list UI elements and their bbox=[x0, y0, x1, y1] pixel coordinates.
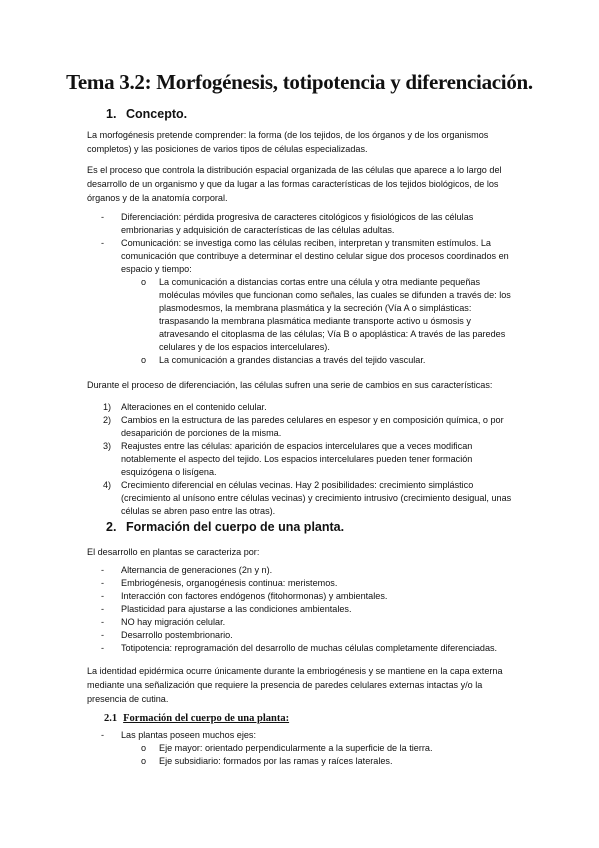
dash-marker: - bbox=[101, 565, 105, 575]
list-item-text: Crecimiento diferencial en células vecinas. Hay 2 posibilidades: crecimiento simplástico (crecimiento al unísono entre células vecinas) y crecimiento intrusivo (crecimiento desigual, unas células se abren paso entre las otras). bbox=[121, 480, 512, 516]
circle-bullet: o bbox=[141, 355, 147, 365]
list-item-text: Interacción con factores endógenos (fitohormonas) y ambientales. bbox=[121, 591, 388, 601]
list-item bbox=[87, 564, 519, 577]
sub-list-item bbox=[121, 276, 519, 354]
list-item bbox=[87, 603, 519, 616]
page-title: Tema 3.2: Morfogénesis, totipotencia y diferenciación. bbox=[66, 70, 533, 94]
sub-list-item-text: La comunicación a grandes distancias a través del tejido vascular. bbox=[159, 355, 426, 365]
dash-marker: - bbox=[101, 643, 105, 653]
subsection-heading bbox=[104, 713, 289, 724]
paragraph: El desarrollo en plantas se caracteriza por: bbox=[87, 547, 260, 557]
section-heading-concepto bbox=[106, 107, 187, 121]
list-item bbox=[87, 440, 519, 479]
list-item-text: Alteraciones en el contenido celular. bbox=[121, 402, 267, 412]
circle-bullet: o bbox=[141, 743, 147, 753]
list-item-text: Cambios en la estructura de las paredes celulares en espesor y en composición química, o por desaparición de porciones de la misma. bbox=[121, 415, 504, 438]
circle-bullet: o bbox=[141, 277, 147, 287]
list-number: 1) bbox=[103, 402, 112, 412]
sub-list-item-text: La comunicación a distancias cortas entre una célula y otra mediante pequeñas moléculas móviles que funcionan como señales, las cuales se difunden a través de: los plasmodesmos, la membrana plasmática y la secreción (Vía A o simplásticas: traspasando la membrana plasmática mediante transporte activo u ósmosis y atravesando el citoplasma de las células; Vía B o apoplástica: A través de las paredes celulares y de los espacios intercelulares). bbox=[159, 277, 511, 352]
list-item bbox=[87, 642, 519, 655]
paragraph: Es el proceso que controla la distribución espacial organizada de las células que aparece a lo largo del desarrollo de un organismo y que da lugar a las formas características de los tejidos biológicos, de los órganos y de la anatomía corporal. bbox=[87, 165, 502, 203]
list-number: 2) bbox=[103, 415, 112, 425]
list-item bbox=[87, 590, 519, 603]
sub-list bbox=[121, 742, 519, 768]
bullet-list bbox=[87, 729, 519, 768]
list-item-text: Comunicación: se investiga como las células reciben, interpretan y transmiten estímulos. La comunicación que contribuye a determinar el destino celular sigue dos procesos coordinados en espacio y tiempo: bbox=[121, 238, 509, 274]
list-item bbox=[87, 237, 519, 367]
list-item-text: Alternancia de generaciones (2n y n). bbox=[121, 565, 273, 575]
list-item bbox=[87, 479, 519, 518]
section-number: 1. bbox=[106, 107, 117, 121]
numbered-list bbox=[87, 401, 519, 518]
sub-list-item bbox=[121, 755, 519, 768]
subsection-number: 2.1 bbox=[104, 713, 118, 724]
dash-marker: - bbox=[101, 630, 105, 640]
sub-list-item bbox=[121, 354, 519, 367]
list-item bbox=[87, 577, 519, 590]
list-item-text: Desarrollo postembrionario. bbox=[121, 630, 233, 640]
section-title: Formación del cuerpo de una planta. bbox=[126, 520, 345, 534]
sub-list-item bbox=[121, 742, 519, 755]
list-item-text: Reajustes entre las células: aparición de espacios intercelulares que a veces modifican notablemente el aspecto del tejido. Los espacios intercelulares pueden tener formación esquizógena o lisígena. bbox=[121, 441, 473, 477]
paragraph: La identidad epidérmica ocurre únicamente durante la embriogénesis y se mantiene en la capa externa mediante una señalización que requiere la presencia de paredes celulares externas intactas y/o la presencia de cutina. bbox=[87, 666, 503, 704]
dash-marker: - bbox=[101, 730, 105, 740]
dash-marker: - bbox=[101, 617, 105, 627]
subsection-title: Formación del cuerpo de una planta: bbox=[123, 713, 290, 724]
paragraph: La morfogénesis pretende comprender: la forma (de los tejidos, de los órganos y de los organismos completos) y las posiciones de varios tipos de células especializadas. bbox=[87, 130, 489, 154]
list-item-text: Embriogénesis, organogénesis continua: meristemos. bbox=[121, 578, 338, 588]
list-number: 3) bbox=[103, 441, 112, 451]
sub-list-item-text: Eje mayor: orientado perpendicularmente a la superficie de la tierra. bbox=[159, 743, 433, 753]
dash-marker: - bbox=[101, 591, 105, 601]
paragraph: Durante el proceso de diferenciación, las células sufren una serie de cambios en sus características: bbox=[87, 380, 493, 390]
list-item bbox=[87, 629, 519, 642]
bullet-list bbox=[87, 564, 519, 655]
list-item-text: Totipotencia: reprogramación del desarrollo de muchas células completamente diferenciadas. bbox=[121, 643, 498, 653]
dash-marker: - bbox=[101, 212, 105, 222]
list-item bbox=[87, 401, 519, 414]
list-item bbox=[87, 616, 519, 629]
dash-marker: - bbox=[101, 578, 105, 588]
list-number: 4) bbox=[103, 480, 112, 490]
dash-marker: - bbox=[101, 238, 105, 248]
sub-list-item-text: Eje subsidiario: formados por las ramas y raíces laterales. bbox=[159, 756, 393, 766]
circle-bullet: o bbox=[141, 756, 147, 766]
section-heading-formacion bbox=[106, 520, 344, 534]
list-item bbox=[87, 729, 519, 768]
list-item bbox=[87, 414, 519, 440]
bullet-list bbox=[87, 211, 519, 367]
section-number: 2. bbox=[106, 520, 117, 534]
list-item-text: Plasticidad para ajustarse a las condiciones ambientales. bbox=[121, 604, 352, 614]
dash-marker: - bbox=[101, 604, 105, 614]
sub-list bbox=[121, 276, 519, 367]
section-title: Concepto. bbox=[126, 107, 188, 121]
list-item bbox=[87, 211, 519, 237]
list-item-text: Diferenciación: pérdida progresiva de caracteres citológicos y fisiológicos de las células embrionarias y adquisición de características de las células adultas. bbox=[121, 212, 474, 235]
list-item-text: NO hay migración celular. bbox=[121, 617, 226, 627]
list-item-text: Las plantas poseen muchos ejes: bbox=[121, 730, 256, 740]
